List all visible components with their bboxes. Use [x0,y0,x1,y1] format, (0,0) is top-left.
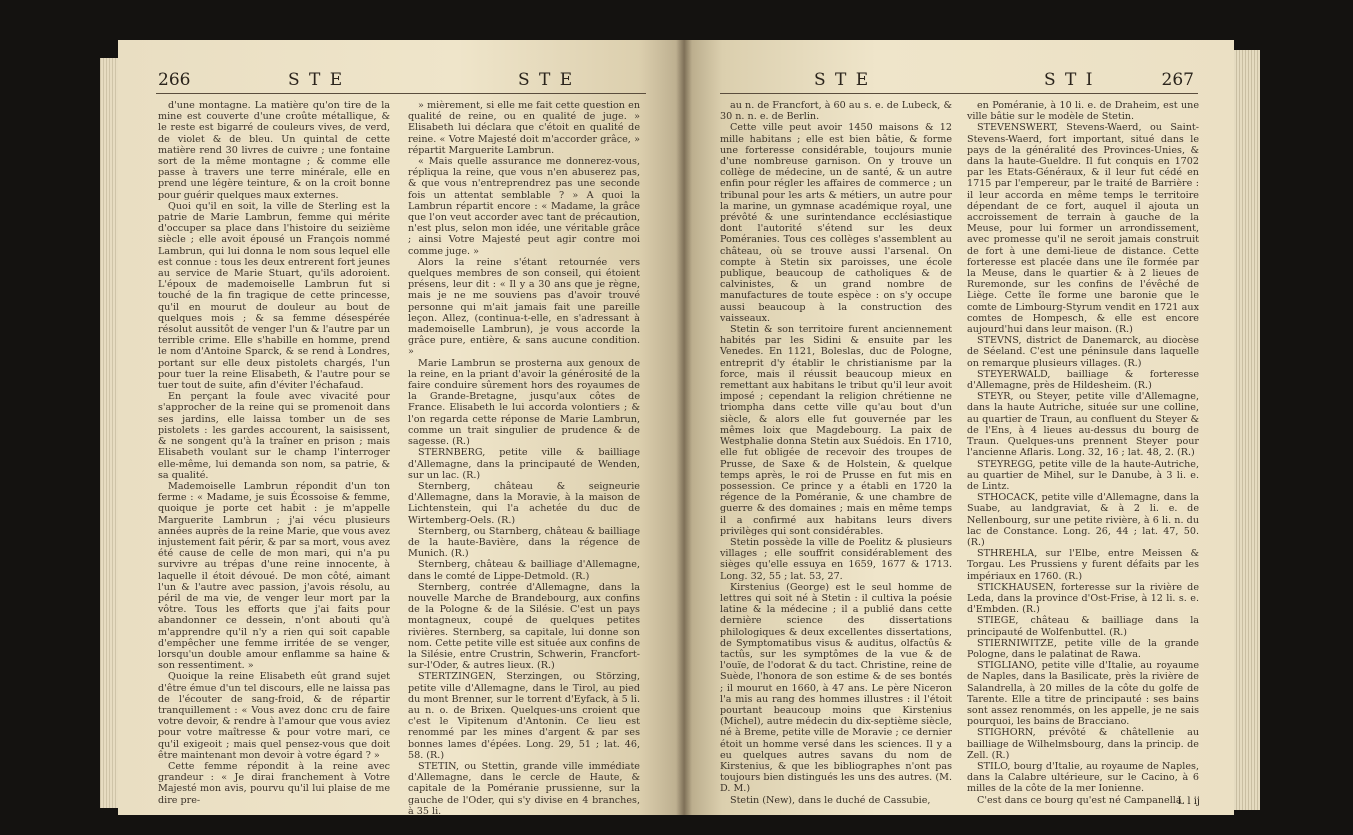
paragraph: Sternberg, château & bailliage d'Allemagne, dans le comté de Lippe-Detmold. (R.) [408,559,640,582]
paragraph: Quoique la reine Elisabeth eût grand sujet d'être émue d'un tel discours, elle ne laissa pas de l'écouter de sang-froid, & de répartir tranquillement : « Vous avez donc cru de faire votre devoir, & rendre à l'amour que vous aviez pour votre maîtresse & pour votre mari, ce qu'il exigeoit ; mais quel pensez-vous que doit être maintenant mon devoir à votre égard ? » [158,671,390,761]
paragraph: STIGHORN, prévôté & châtellenie au bailliage de Wilhelmsbourg, dans la princip. de Zell. (R.) [967,727,1199,761]
paragraph: C'est dans ce bourg qu'est né Campanella [977,794,1182,806]
paragraph: STILO, bourg d'Italie, au royaume de Naples, dans la Calabre ultérieure, sur le Cacino, à 6 milles de la côte de la mer Ionienne. [967,760,1199,795]
running-head-right: S T I [1044,70,1095,90]
paragraph: en Poméranie, à 10 li. e. de Draheim, est une ville bâtie sur le modèle de Stetin. [967,100,1199,123]
paragraph: Sternberg, château & seigneurie d'Allemagne, dans la Moravie, à la maison de Lichtenstein, qui l'a achetée du duc de Wirtemberg-Oels. (R.) [408,480,640,526]
running-head-right: S T E [518,70,575,90]
paragraph: Stetin & son territoire furent anciennement habités par les Sidini & ensuite par les Venedes. En 1121, Boleslas, duc de Pologne, entreprit d'y établir le christianisme par la force, mais il réussit beaucoup mieux en remettant aux habitans le tribut qu'il leur avoit imposé ; cependant la religion chrétienne ne triompha dans cette ville qu'au bout d'un siècle, & alors elle fut gouvernée par les mêmes loix que Magdebourg. La paix de Westphalie donna Stetin aux Suédois. En 1710, elle fut obligée de recevoir des troupes de Prusse, de Saxe & de Holstein, & quelque temps après, le roi de Prusse en fut mis en possession. Ce prince y a établi en 1720 la régence de la Poméranie, & une chambre de guerre & des domaines ; mais en même temps il a confirmé aux habitans leurs divers privilèges qui sont considérables. [720,324,952,537]
text-column-1 [158,100,390,806]
paragraph: STIEGE, château & bailliage dans la principauté de Wolfenbuttel. (R.) [967,615,1199,638]
paragraph: STEYREGG, petite ville de la haute-Autriche, au quartier de Mihel, sur le Danube, à 3 li. e. de Lintz. [967,458,1199,492]
left-page [118,40,684,815]
running-head-left: S T E [814,70,871,90]
page-edges-right [1234,50,1260,810]
paragraph: STICKHAUSEN, forteresse sur la rivière de Leda, dans la province d'Ost-Frise, à 12 li. s. e. d'Embden. (R.) [967,581,1199,616]
text-column-1 [720,100,952,806]
header-rule [720,93,1198,94]
paragraph: STEVENSWERT, Stevens-Waerd, ou Saint-Stevens-Waerd, fort important, situé dans le pays de la généralité des Provinces-Unies, & dans la haute-Gueldre. Il fut conquis en 1702 par les Etats-Généraux, & il leur fut cédé en 1715 par l'empereur, par le traité de Barrière : il leur accorda en même temps le territoire dépendant de ce fort, auquel il ajouta un accroissement de terrain à gauche de la Meuse, pour lui former un arrondissement, avec promesse qu'il ne seroit jamais construit de fort à une demi-lieue de distance. Cette forteresse est placée dans une île formée par la Meuse, dans le quartier & à 2 lieues de Ruremonde, sur les confins de l'évêché de Liège. Cette île forme une baronie que le comte de Limbourg-Styrum vendit en 1721 aux comtes de Hompesch, & elle est encore aujourd'hui dans leur maison. (R.) [967,122,1199,336]
open-book [100,40,1260,815]
paragraph: STIERNIWITZE, petite ville de la grande Pologne, dans le palatinat de Rawa. [967,637,1199,660]
text-column-2 [967,100,1199,806]
paragraph: En perçant la foule avec vivacité pour s'approcher de la reine qui se promenoit dans ses jardins, elle laissa tomber un de ses pistolets : les gardes accourent, la saisissent, & ne songent qu'à la traîner en prison ; mais Elisabeth voulant sur le champ l'interroger elle-même, lui demanda son nom, sa patrie, & sa qualité. [158,391,390,481]
signature-mark: L l ij [1177,796,1200,807]
paragraph: STEVNS, district de Danemarck, au diocèse de Séeland. C'est une péninsule dans laquelle on remarque plusieurs villages. (R.) [967,335,1199,369]
paragraph: Sternberg, contrée d'Allemagne, dans la nouvelle Marche de Brandebourg, aux confins de la Pologne & de la Silésie. C'est un pays montagneux, coupé de quelques petites rivières. Sternberg, sa capitale, lui donne son nom. Cette petite ville est située aux confins de la Silésie, entre Crustrin, Schwerin, Francfort-sur-l'Oder, & autres lieux. (R.) [408,581,640,672]
paragraph: » mièrement, si elle me fait cette question en qualité de reine, ou en qualité de juge. » Elisabeth lui déclara que c'étoit en qualité de reine. « Votre Majesté doit m'accorder grâce, » répartit Marguerite Lambrun. [408,100,640,156]
book-gutter [676,40,692,815]
paragraph: Cette ville peut avoir 1450 maisons & 12 mille habitans ; elle est bien bâtie, & forme une forteresse considérable, toujours munie d'une nombreuse garnison. On y trouve un collège de médecine, un de santé, & un autre enfin pour régler les affaires de commerce ; un tribunal pour les arts & métiers, un autre pour la marine, un gymnase académique royal, une prévôté & une surintendance ecclésiastique dont l'autorité s'étend sur les deux Poméranies. Tous ces collèges s'assemblent au château, où se trouve aussi l'arsenal. On compte à Stetin six paroisses, une école publique, beaucoup de catholiques & de calvinistes, & un grand nombre de manufactures de toute espèce : on s'y occupe aussi beaucoup à la construction des vaisseaux. [720,122,952,324]
paragraph: STEYR, ou Steyer, petite ville d'Allemagne, dans la haute Autriche, située sur une colline, au quartier de Traun, au confluent du Steyer & de l'Ens, à 4 lieues au-dessus du bourg de Traun. Quelques-uns prennent Steyer pour l'ancienne Aflaris. Long. 32, 16 ; lat. 48, 2. (R.) [967,391,1199,459]
paragraph: Alors la reine s'étant retournée vers quelques membres de son conseil, qui étoient présens, leur dit : « Il y a 30 ans que je règne, mais je ne me souviens pas d'avoir trouvé personne qui m'ait jamais fait une pareille leçon. Allez, (continua-t-elle, en s'adressant à mademoiselle Lambrun), je vous accorde la grâce pure, entière, & sans aucune condition. » [408,256,640,358]
paragraph: Cette femme répondit à la reine avec grandeur : « Je dirai franchement à Votre Majesté mon avis, pourvu qu'il lui plaise de me dire pre- [158,760,390,806]
paragraph: au n. de Francfort, à 60 au s. e. de Lubeck, & 30 n. n. e. de Berlin. [720,100,952,123]
paragraph: « Mais quelle assurance me donnerez-vous, répliqua la reine, que vous n'en abuserez pas, & que vous n'entreprendrez pas une seconde fois un attentat semblable ? » A quoi la Lambrun répartit encore : « Madame, la grâce que l'on veut accorder avec tant de précaution, n'est plus, selon mon idée, une véritable grâce ; ainsi Votre Majesté peut agir contre moi comme juge. » [408,156,640,257]
paragraph: Stetin (New), dans le duché de Cassubie, [730,794,931,806]
paragraph: STEYERWALD, bailliage & forteresse d'Allemagne, près de Hildesheim. (R.) [967,368,1199,392]
paragraph: STHREHLA, sur l'Elbe, entre Meissen & Torgau. Les Prussiens y furent défaits par les impériaux en 1760. (R.) [967,548,1199,582]
header-rule [156,93,646,94]
paragraph: STERNBERG, petite ville & bailliage d'Allemagne, dans la principauté de Wenden, sur un lac. (R.) [408,447,640,481]
paragraph: Marie Lambrun se prosterna aux genoux de la reine, en la priant d'avoir la générosité de la faire conduire sûrement hors des royaumes de la Grande-Bretagne, jusqu'aux côtes de France. Elisabeth le lui accorda volontiers ; & l'on regarda cette réponse de Marie Lambrun, comme un trait singulier de prudence & de sagesse. (R.) [408,357,640,448]
paragraph: Stetin possède la ville de Poelitz & plusieurs villages ; elle souffrit considérablement des sièges qu'elle essuya en 1659, 1677 & 1713. Long. 32, 55 ; lat. 53, 27. [720,536,952,582]
paragraph: Kirstenius (George) est le seul homme de lettres qui soit né à Stetin : il cultiva la poésie latine & la médecine ; il a publié dans cette dernière science des dissertations philologiques & deux excellentes dissertations, de Symptomatibus visus & auditus, olfactûs & tactûs, sur les symptômes de la vue & de l'ouïe, de l'odorat & du tact. Christine, reine de Suède, l'honora de son estime & de ses bontés ; il mourut en 1660, à 47 ans. Le père Niceron l'a mis au rang des hommes illustres : il l'étoit pourtant beaucoup moins que Kirstenius (Michel), autre médecin du dix-septième siècle, né à Breme, petite ville de Moravie ; ce dernier étoit un homme versé dans les sciences. Il y a eu quelques autres savans du nom de Kirstenius, & que les bibliographes n'ont pas toujours bien distingués les uns des autres. (M. D. M.) [720,581,952,795]
paragraph: Sternberg, ou Starnberg, château & bailliage de la haute-Bavière, dans la régence de Munich. (R.) [408,525,640,560]
paragraph: STERTZINGEN, Sterzingen, ou Störzing, petite ville d'Allemagne, dans le Tirol, au pied du mont Brenner, sur le torrent d'Eyfack, à 5 li. au n. o. de Brixen. Quelques-uns croient que c'est le Vipitenum d'Antonin. Ce lieu est renommé par les mines d'argent & par ses bonnes lames d'épées. Long. 29, 51 ; lat. 46, 58. (R.) [408,671,640,761]
running-head-left: S T E [288,70,345,90]
paragraph: STIGLIANO, petite ville d'Italie, au royaume de Naples, dans la Basilicate, près la rivière de Salandrella, à 20 milles de la côte du golfe de Tarente. Elle a titre de principauté : ses bains sont assez renommés, on les appelle, je ne sais pourquoi, les bains de Bracciano. [967,660,1199,728]
page-number: 266 [158,70,191,90]
page-number: 267 [1161,70,1194,90]
paragraph: d'une montagne. La matière qu'on tire de la mine est couverte d'une croûte métallique, & le reste est bigarré de couleurs vives, de verd, de violet & de bleu. Un quintal de cette matière rend 30 livres de cuivre ; une fontaine sort de la même montagne ; & comme elle passe à travers une terre minérale, elle en prend une légère teinture, & on la croit bonne pour guérir quelques maux externes. [158,100,390,201]
paragraph: STETIN, ou Stettin, grande ville immédiate d'Allemagne, dans le cercle de Haute, & capitale de la Poméranie prussienne, sur la gauche de l'Oder, qui s'y divise en 4 branches, à 35 li. [408,760,640,815]
text-column-2 [408,100,640,815]
right-page [684,40,1234,815]
paragraph: Mademoiselle Lambrun répondit d'un ton ferme : « Madame, je suis Écossoise & femme, quoique je porte cet habit : je m'appelle Marguerite Lambrun ; j'ai vécu plusieurs années auprès de la reine Marie, que vous avez injustement fait périr, & par sa mort, vous avez été cause de celle de mon mari, qui n'a pu survivre au trépas d'une reine innocente, à laquelle il étoit dévoué. De mon côté, aimant l'un & l'autre avec passion, j'avois résolu, au péril de ma vie, de venger leur mort par la vôtre. Tous les efforts que j'ai faits pour abandonner ce dessein, n'ont abouti qu'à m'apprendre qu'il n'y a rien qui soit capable d'empêcher une femme irritée de se venger, lorsqu'un double amour enflamme sa haine & son ressentiment. » [158,480,390,672]
paragraph: STHOCACK, petite ville d'Allemagne, dans la Suabe, au landgraviat, & à 2 li. e. de Nellenbourg, sur une petite rivière, à 6 li. n. du lac de Constance. Long. 26, 44 ; lat. 47, 50. (R.) [967,492,1199,548]
paragraph: Quoi qu'il en soit, la ville de Sterling est la patrie de Marie Lambrun, femme qui mérite d'occuper sa place dans l'histoire du seizième siècle ; elle avoit épousé un François nommé Lambrun, qui lui donna le nom sous lequel elle est connue : tous les deux entrerent fort jeunes au service de Marie Stuart, qu'ils adoroient. L'époux de mademoiselle Lambrun fut si touché de la fin tragique de cette princesse, qu'il en mourut de douleur au bout de quelques mois ; & sa femme désespérée résolut aussitôt de venger l'un & l'autre par un terrible crime. Elle s'habille en homme, prend le nom d'Antoine Sparck, & se rend à Londres, portant sur elle deux pistolets chargés, l'un pour tuer la reine Elisabeth, & l'autre pour se tuer tout de suite, afin d'éviter l'échafaud. [158,200,390,392]
